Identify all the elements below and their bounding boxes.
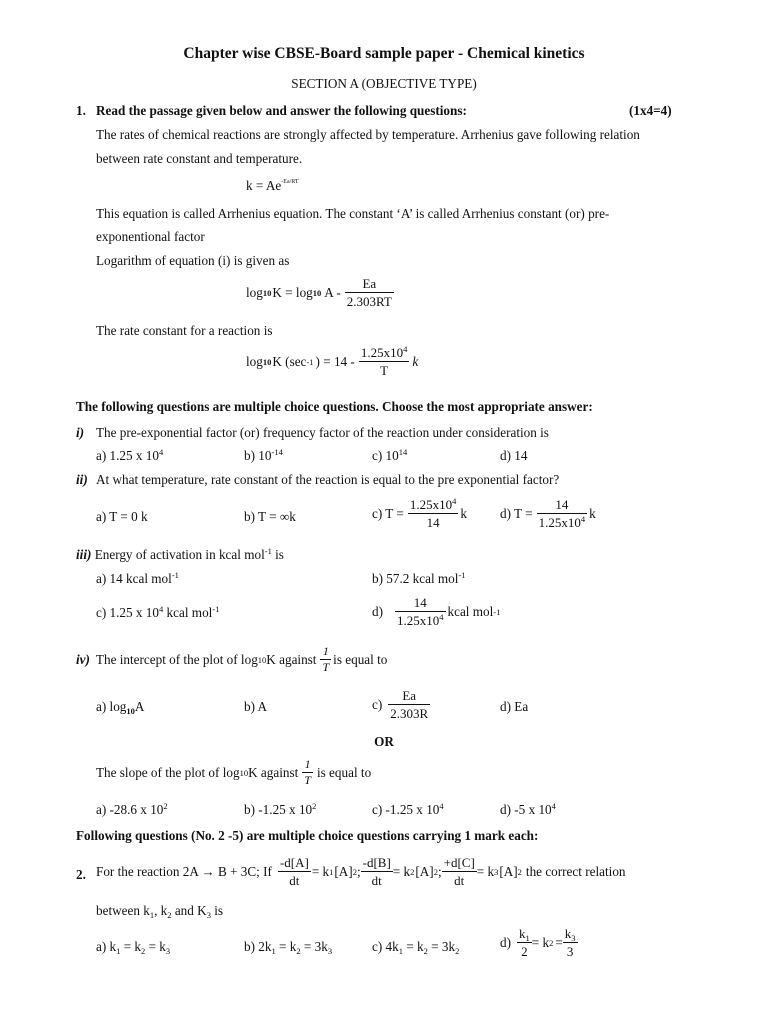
- q2-line2-pre: between k: [96, 903, 150, 918]
- rate-eq-rhs: ) = 14 -: [315, 353, 355, 369]
- q2-c-s1: 1: [398, 946, 403, 956]
- log-eq-num: Ea: [362, 276, 377, 291]
- sub-iv-c-pre: c): [372, 696, 383, 712]
- sub-ii-option-b: b) T = ∞k: [244, 509, 296, 524]
- q2-f2-num: -d[B]: [362, 855, 391, 870]
- sub-iv-a-text: a) log: [96, 699, 127, 714]
- sub-ii-c-den: 14: [408, 513, 459, 530]
- q2-eq1: = k: [311, 863, 330, 879]
- sub-i-option-c: [372, 448, 407, 464]
- mcq-instruction: The following questions are multiple choice questions. Choose the most appropriate answer:: [76, 399, 593, 414]
- sub-iv-question-row: iv) The intercept of the plot of log 10 K against $\frac{1}{T}$ is equal to: [76, 644, 388, 674]
- sub-iv-alt-option-a: [96, 802, 168, 818]
- sub-ii-c-num-exp: 4: [452, 496, 457, 506]
- q2-line2-sub3: 3: [206, 910, 211, 920]
- q2-a-s3: 3: [165, 946, 171, 956]
- sub-ii-label: ii): [76, 472, 88, 487]
- sub-iv-alt-d-exp: 4: [551, 801, 556, 811]
- sub-i-a-exp: 4: [159, 447, 164, 457]
- q2-question-line2: [96, 903, 223, 919]
- passage-line-3: This equation is called Arrhenius equation. The constant ‘A’ is called Arrhenius constant (or) pre-: [96, 206, 610, 221]
- sub-iii-c-exp: 4: [159, 604, 164, 614]
- sub-iv-alt-question-end: is equal to: [316, 764, 372, 780]
- q2-d-f1-num-wrap: [517, 926, 532, 942]
- sub-iii-label: iii): [76, 547, 92, 562]
- q2-d-f1-den: 2: [517, 942, 532, 959]
- q2-fraction-a: [278, 855, 311, 888]
- sub-iv-question-mid: K against: [266, 651, 317, 667]
- q1-instruction: Read the passage given below and answer the following questions:: [96, 103, 467, 118]
- q2-b-m1: = k: [279, 939, 297, 954]
- sub-iv-alt-question-mid: K against: [248, 764, 299, 780]
- q2-question-end: the correct relation: [525, 863, 626, 879]
- sub-iv-frac-num: 1: [322, 644, 329, 658]
- q2-fraction-c: [442, 855, 477, 888]
- q2-line2-sub2: 2: [167, 910, 172, 920]
- sub-ii-option-a: a) T = 0 k: [96, 509, 148, 524]
- q1-marks: (1x4=4): [629, 103, 672, 118]
- q2-eq2-end: [A]: [415, 863, 434, 879]
- sub-iv-option-b: b) A: [244, 699, 268, 714]
- sub-iv-alt-d-text: d) -5 x 10: [500, 802, 552, 817]
- sub-ii-c-unit: k: [460, 505, 467, 521]
- passage-line-1: The rates of chemical reactions are strongly affected by temperature. Arrhenius gave following relation: [96, 127, 640, 142]
- sub-ii-question: At what temperature, rate constant of the reaction is equal to the pre exponential factor?: [96, 472, 560, 487]
- q2-eq3-end: [A]: [499, 863, 518, 879]
- q2-question-pre: For the reaction 2A → B + 3C; If: [96, 863, 272, 879]
- sub-iii-d-den: 1.25x10: [397, 613, 440, 628]
- sub-iii-d-den-wrap: [395, 611, 446, 628]
- q2-c-s2: 2: [423, 946, 428, 956]
- sub-iv-alt-question-pre: The slope of the plot of log: [96, 764, 240, 780]
- q2-b-s2: 2: [296, 946, 301, 956]
- sub-iii-a-exp: -1: [171, 570, 179, 580]
- sub-iv-frac-den: T: [322, 660, 330, 674]
- sub-iv-alt-a-text: a) -28.6 x 10: [96, 802, 164, 817]
- q2-b-text: b) 2k: [244, 939, 272, 954]
- q2-line2-mid2: and K: [174, 903, 207, 918]
- rate-eq-num-exp: 4: [403, 344, 408, 354]
- q2-c-m2: = 3k: [431, 939, 456, 954]
- log-eq-mid: K = log: [272, 284, 313, 300]
- sub-i-b-exp: -14: [271, 447, 283, 457]
- q2-eq1-end: [A]: [334, 863, 353, 879]
- q2-d-fraction-2: [563, 926, 578, 959]
- sub-ii-d-fraction: [537, 497, 588, 530]
- sub-iv-alt-option-b: [244, 802, 316, 818]
- q2-line2-end: is: [214, 903, 224, 918]
- or-divider: OR: [374, 734, 394, 749]
- q2-question-row: For the reaction 2A → B + 3C; If $\frac{-d[A]}{dt}$ = k 1 [A] 2 ; $\frac{-d[B]}{dt}$ = k 2 [A] 2 ; $\frac{+d[C]}{dt}$ = k 3 [A] 2 the correct relation: [96, 855, 626, 888]
- rate-equation: log 10 K (sec -1 ) = 14 - $\frac{1.25x10^4}{T}$ k: [246, 344, 419, 378]
- q2-eq2: = k: [392, 863, 411, 879]
- sub-i-option-d: d) 14: [500, 448, 528, 463]
- q2-b-s1: 1: [271, 946, 276, 956]
- q2-f1-den: dt: [278, 871, 311, 888]
- sub-iii-c-unit: kcal mol: [166, 605, 213, 620]
- rate-eq-den: T: [359, 361, 410, 378]
- sub-i-option-a: [96, 448, 163, 464]
- rate-eq-unit: k: [412, 353, 419, 369]
- sub-iii-d-pre: d): [372, 603, 383, 619]
- q2-f1-num: -d[A]: [279, 855, 309, 870]
- sub-i-question: The pre-exponential factor (or) frequency factor of the reaction under consideration is: [96, 425, 549, 440]
- q2-a-s2: 2: [141, 946, 146, 956]
- q2-d-f2-num-wrap: [563, 926, 578, 942]
- sub-i-option-b: [244, 448, 283, 464]
- arrhenius-eq-text: k = Ae: [246, 178, 282, 193]
- q2-a-s1: 1: [116, 946, 121, 956]
- log-eq-lhs: log: [246, 284, 263, 300]
- sub-iii-d-unit: kcal mol: [447, 603, 494, 619]
- q2-b-m2: = 3k: [303, 939, 328, 954]
- sub-iii-question-end: is: [275, 547, 284, 562]
- sub-iv-option-a: [96, 699, 144, 715]
- q2-f2-den: dt: [361, 871, 393, 888]
- q2-d-mid2: =: [555, 934, 563, 950]
- rate-eq-lhs: K (sec: [272, 353, 307, 369]
- sub-ii-d-num: 14: [555, 497, 569, 512]
- q2-f3-den: dt: [442, 871, 477, 888]
- log-eq-mid2: A -: [324, 284, 341, 300]
- rate-eq-fraction: [359, 345, 410, 378]
- sub-iii-question-row: [76, 547, 284, 563]
- sub-iii-c-text: c) 1.25 x 10: [96, 605, 159, 620]
- sub-iv-alt-fraction: [302, 758, 313, 787]
- sub-iii-option-b: [372, 571, 466, 587]
- rate-eq-num: 1.25x10: [360, 345, 404, 360]
- sub-i-c-text: c) 10: [372, 448, 399, 463]
- q2-d-f1-num-sub: 1: [525, 933, 530, 943]
- sub-iv-fraction: [320, 645, 331, 674]
- sub-ii-d-den-wrap: [537, 513, 588, 530]
- sub-ii-d-unit: k: [589, 505, 596, 521]
- q2-d-f2-den: 3: [563, 942, 578, 959]
- log-eq-den: 2.303RT: [346, 294, 392, 309]
- q2-option-b: [244, 939, 332, 955]
- q2-b-s3: 3: [327, 946, 333, 956]
- sub-iv-c-num: Ea: [402, 688, 417, 703]
- sub-iv-question-pre: The intercept of the plot of log: [95, 651, 258, 667]
- passage-line-4: exponentional factor: [96, 229, 205, 244]
- sub-iii-d-num: 14: [413, 595, 427, 610]
- arrhenius-exp: -Ea/RT: [281, 179, 299, 185]
- sub-iv-alt-option-c: [372, 802, 444, 818]
- sub-iv-option-d: d) Ea: [500, 699, 529, 714]
- q2-d-fraction-1: [517, 926, 532, 959]
- q2-line2-mid: , k: [154, 903, 168, 918]
- sub-iii-a-text: a) 14 kcal mol: [96, 571, 172, 586]
- sub-iii-b-exp: -1: [458, 570, 466, 580]
- q2-f3-num: +d[C]: [443, 855, 475, 870]
- sub-iii-b-text: b) 57.2 kcal mol: [372, 571, 459, 586]
- q1-number: 1.: [76, 103, 86, 118]
- sub-ii-option-d: [500, 497, 596, 530]
- rate-eq-num-wrap: [359, 345, 410, 361]
- sub-iii-option-d: d) $\frac{14}{1.25x10^4}$ kcal mol -1: [372, 595, 501, 628]
- log-equation: log 10 K = log 10 A - $\frac{Ea}{2.303RT}$: [246, 276, 392, 309]
- sub-iv-c-fraction: [388, 688, 430, 721]
- sub-ii-c-pre: c) T =: [372, 505, 404, 521]
- q2-option-c: [372, 939, 459, 955]
- sub-iv-option-c: [372, 688, 430, 721]
- sub-iv-alt-frac-den: T: [304, 773, 311, 787]
- sub-iv-alt-question-row: The slope of the plot of log 10 K against $\frac{1}{T}$ is equal to: [96, 757, 372, 787]
- following-instruction: Following questions (No. 2 -5) are multiple choice questions carrying 1 mark each:: [76, 828, 539, 843]
- sub-iv-alt-frac-num: 1: [304, 757, 311, 771]
- section-heading: SECTION A (OBJECTIVE TYPE): [291, 76, 477, 91]
- sub-i-b-text: b) 10: [244, 448, 272, 463]
- sub-iii-question: Energy of activation in kcal mol: [94, 547, 265, 562]
- sub-ii-d-den-exp: 4: [580, 514, 586, 524]
- sub-iii-c-unit-exp: -1: [212, 604, 220, 614]
- sub-ii-d-den: 1.25x10: [538, 515, 581, 530]
- sub-iv-alt-b-exp: 2: [312, 801, 317, 811]
- sub-iv-c-den: 2.303R: [390, 706, 429, 721]
- log-eq-fraction: [345, 276, 394, 309]
- sub-iii-d-den-exp: 4: [439, 612, 444, 622]
- sub-ii-d-pre: d) T =: [500, 505, 533, 521]
- sub-iii-d-fraction: [395, 595, 446, 628]
- sub-ii-option-c: [372, 497, 467, 530]
- passage-line-2: between rate constant and temperature.: [96, 151, 303, 166]
- passage-line-5: Logarithm of equation (i) is given as: [96, 253, 290, 268]
- sub-iii-option-a: [96, 571, 179, 587]
- q2-d-mid: = k: [531, 934, 550, 950]
- page-title: Chapter wise CBSE-Board sample paper - Chemical kinetics: [183, 45, 585, 62]
- rate-eq-log: log: [246, 353, 263, 369]
- q2-eq3: = k: [476, 863, 495, 879]
- sub-iv-alt-a-exp: 2: [163, 801, 168, 811]
- q2-d-f1-num: k: [519, 926, 526, 941]
- sub-i-label: i): [76, 425, 85, 440]
- sub-ii-c-num: 1.25x10: [409, 497, 453, 512]
- q2-d-f2-num-sub: 3: [571, 933, 576, 943]
- q2-c-m1: = k: [406, 939, 424, 954]
- q2-number: 2.: [76, 867, 86, 882]
- sub-i-c-exp: 14: [398, 447, 408, 457]
- q2-option-a: [96, 939, 170, 955]
- q2-c-s3: 2: [455, 946, 460, 956]
- q2-line2-sub1: 1: [149, 910, 155, 920]
- sub-iv-question-end: is equal to: [333, 651, 388, 667]
- passage-line-6: The rate constant for a reaction is: [96, 323, 273, 338]
- sub-i-a-text: a) 1.25 x 10: [96, 448, 159, 463]
- q2-option-d: d) $\frac{k_1}{2}$ = k 2 = $\frac{k_3}{3}$: [500, 926, 576, 959]
- sub-iv-a-end: A: [134, 699, 145, 714]
- arrhenius-equation: [246, 178, 299, 194]
- sub-iii-question-exp: -1: [264, 546, 272, 556]
- q2-d-pre: d): [500, 934, 511, 950]
- q2-a-text: a) k: [96, 939, 117, 954]
- q2-d-f2-num: k: [564, 926, 572, 941]
- sub-ii-c-num-wrap: [408, 497, 459, 513]
- sub-iv-a-sub: 10: [126, 706, 135, 716]
- sub-iv-alt-option-d: [500, 802, 556, 818]
- sub-iv-alt-b-text: b) -1.25 x 10: [244, 802, 313, 817]
- q2-fraction-b: [361, 855, 393, 888]
- q2-a-m1: = k: [123, 939, 142, 954]
- q2-c-text: c) 4k: [372, 939, 399, 954]
- sub-ii-c-fraction: [408, 497, 459, 530]
- sub-iv-label: iv): [76, 651, 90, 667]
- sub-iv-alt-c-exp: 4: [439, 801, 444, 811]
- q2-a-m2: = k: [148, 939, 166, 954]
- sub-iii-option-c: [96, 605, 219, 621]
- sub-iv-alt-c-text: c) -1.25 x 10: [372, 802, 440, 817]
